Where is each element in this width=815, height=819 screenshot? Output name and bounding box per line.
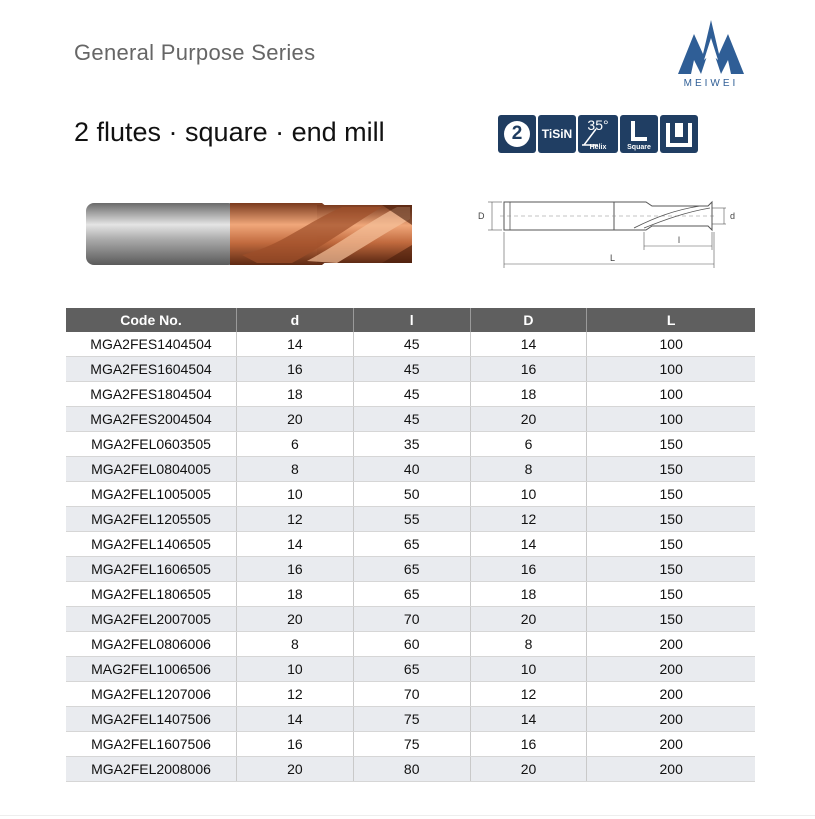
cell-L: 150 — [587, 507, 755, 532]
cell-d: 10 — [237, 657, 354, 682]
table-row — [66, 582, 755, 607]
cell-D: 16 — [470, 557, 587, 582]
cell-D: 10 — [470, 482, 587, 507]
cell-code: MGA2FEL1607506 — [66, 732, 237, 757]
series-title: General Purpose Series — [74, 40, 316, 65]
cell-code: MGA2FEL1806505 — [66, 582, 237, 607]
helix-badge — [578, 115, 618, 153]
helix-caption: Helix — [589, 144, 607, 151]
dim-d-label: d — [730, 211, 736, 221]
cell-L: 100 — [587, 382, 755, 407]
mountain-logo-icon — [676, 16, 746, 76]
cell-code: MGA2FEL1005005 — [66, 482, 237, 507]
cell-l: 80 — [353, 757, 470, 782]
cell-l: 35 — [353, 432, 470, 457]
col-d: d — [237, 308, 354, 332]
cell-L: 100 — [587, 357, 755, 382]
cell-code: MGA2FEL1406505 — [66, 532, 237, 557]
col-L: L — [587, 308, 755, 332]
cell-code: MGA2FEL1606505 — [66, 557, 237, 582]
cell-l: 70 — [353, 682, 470, 707]
cell-L: 150 — [587, 457, 755, 482]
dim-L-label: L — [610, 253, 616, 263]
cell-l: 45 — [353, 357, 470, 382]
table-row — [66, 707, 755, 732]
cell-L: 100 — [587, 332, 755, 357]
cell-d: 16 — [237, 357, 354, 382]
cell-D: 6 — [470, 432, 587, 457]
dim-l-label: l — [678, 235, 680, 245]
helix-angle: 35° — [587, 117, 609, 133]
table-row — [66, 532, 755, 557]
cell-l: 50 — [353, 482, 470, 507]
cell-code: MGA2FES1804504 — [66, 382, 237, 407]
cell-d: 14 — [237, 707, 354, 732]
cell-L: 200 — [587, 757, 755, 782]
cell-code: MAG2FEL1006506 — [66, 657, 237, 682]
flat-end-icon — [660, 115, 698, 153]
table-body — [66, 332, 755, 782]
cell-l: 65 — [353, 582, 470, 607]
dimension-drawing — [474, 188, 744, 277]
cell-L: 200 — [587, 707, 755, 732]
cell-code: MGA2FES1404504 — [66, 332, 237, 357]
table-row — [66, 732, 755, 757]
cell-d: 20 — [237, 757, 354, 782]
col-code: Code No. — [66, 308, 237, 332]
table-row — [66, 482, 755, 507]
cell-L: 150 — [587, 607, 755, 632]
cell-code: MGA2FEL2007005 — [66, 607, 237, 632]
cell-D: 12 — [470, 507, 587, 532]
cell-d: 16 — [237, 557, 354, 582]
cell-code: MGA2FES2004504 — [66, 407, 237, 432]
square-badge — [620, 115, 658, 153]
cell-d: 6 — [237, 432, 354, 457]
brand-name: MEIWEI — [683, 78, 739, 89]
table-row — [66, 407, 755, 432]
cell-L: 150 — [587, 482, 755, 507]
end-mill-image — [82, 195, 422, 273]
table-row — [66, 557, 755, 582]
brand-logo — [676, 16, 746, 92]
table-row — [66, 382, 755, 407]
dimension-diagram — [474, 188, 744, 272]
cell-l: 65 — [353, 532, 470, 557]
table-row — [66, 757, 755, 782]
cell-l: 65 — [353, 657, 470, 682]
cell-l: 65 — [353, 557, 470, 582]
cell-D: 18 — [470, 582, 587, 607]
flutes-badge — [498, 115, 536, 153]
cell-code: MGA2FEL1205505 — [66, 507, 237, 532]
bottom-divider — [0, 815, 815, 816]
table-header-row — [66, 308, 755, 332]
cell-D: 20 — [470, 757, 587, 782]
product-headline: 2 flutes · square · end mill — [74, 117, 385, 147]
table-row — [66, 682, 755, 707]
flutes-count: 2 — [504, 121, 530, 147]
cell-L: 100 — [587, 407, 755, 432]
cell-L: 200 — [587, 732, 755, 757]
cell-d: 20 — [237, 607, 354, 632]
cell-l: 45 — [353, 382, 470, 407]
table-row — [66, 457, 755, 482]
cell-L: 200 — [587, 632, 755, 657]
cell-D: 14 — [470, 532, 587, 557]
dim-D-label: D — [478, 211, 485, 221]
cell-L: 150 — [587, 432, 755, 457]
cell-D: 10 — [470, 657, 587, 682]
cell-code: MGA2FES1604504 — [66, 357, 237, 382]
cell-L: 150 — [587, 582, 755, 607]
cell-D: 20 — [470, 607, 587, 632]
cell-d: 18 — [237, 382, 354, 407]
cell-d: 12 — [237, 682, 354, 707]
table-row — [66, 632, 755, 657]
cell-code: MGA2FEL1407506 — [66, 707, 237, 732]
cell-d: 10 — [237, 482, 354, 507]
cell-l: 75 — [353, 732, 470, 757]
col-l: l — [353, 308, 470, 332]
cell-d: 14 — [237, 532, 354, 557]
feature-badges — [498, 115, 698, 153]
cell-l: 45 — [353, 407, 470, 432]
cell-code: MGA2FEL0603505 — [66, 432, 237, 457]
cell-D: 16 — [470, 732, 587, 757]
cell-code: MGA2FEL0806006 — [66, 632, 237, 657]
end-mill-photo — [82, 195, 422, 278]
cell-l: 75 — [353, 707, 470, 732]
cell-code: MGA2FEL1207006 — [66, 682, 237, 707]
cell-d: 18 — [237, 582, 354, 607]
table-row — [66, 332, 755, 357]
table-row — [66, 507, 755, 532]
table-row — [66, 357, 755, 382]
cell-D: 14 — [470, 332, 587, 357]
table-row — [66, 657, 755, 682]
cell-l: 60 — [353, 632, 470, 657]
coating-label: TiSiN — [541, 127, 573, 141]
table-row — [66, 432, 755, 457]
cell-D: 20 — [470, 407, 587, 432]
cell-d: 8 — [237, 457, 354, 482]
square-caption: Square — [627, 144, 651, 151]
cell-d: 12 — [237, 507, 354, 532]
cell-code: MGA2FEL2008006 — [66, 757, 237, 782]
cell-L: 200 — [587, 657, 755, 682]
coating-badge — [538, 115, 576, 153]
cell-D: 18 — [470, 382, 587, 407]
spec-table — [66, 308, 755, 782]
cell-code: MGA2FEL0804005 — [66, 457, 237, 482]
cell-l: 70 — [353, 607, 470, 632]
col-D: D — [470, 308, 587, 332]
flat-end-badge — [660, 115, 698, 153]
cell-d: 14 — [237, 332, 354, 357]
cell-l: 40 — [353, 457, 470, 482]
cell-L: 200 — [587, 682, 755, 707]
cell-D: 8 — [470, 457, 587, 482]
cell-D: 8 — [470, 632, 587, 657]
cell-L: 150 — [587, 557, 755, 582]
cell-L: 150 — [587, 532, 755, 557]
cell-l: 55 — [353, 507, 470, 532]
cell-l: 45 — [353, 332, 470, 357]
cell-D: 14 — [470, 707, 587, 732]
cell-d: 20 — [237, 407, 354, 432]
cell-D: 12 — [470, 682, 587, 707]
cell-D: 16 — [470, 357, 587, 382]
cell-d: 8 — [237, 632, 354, 657]
table-row — [66, 607, 755, 632]
cell-d: 16 — [237, 732, 354, 757]
